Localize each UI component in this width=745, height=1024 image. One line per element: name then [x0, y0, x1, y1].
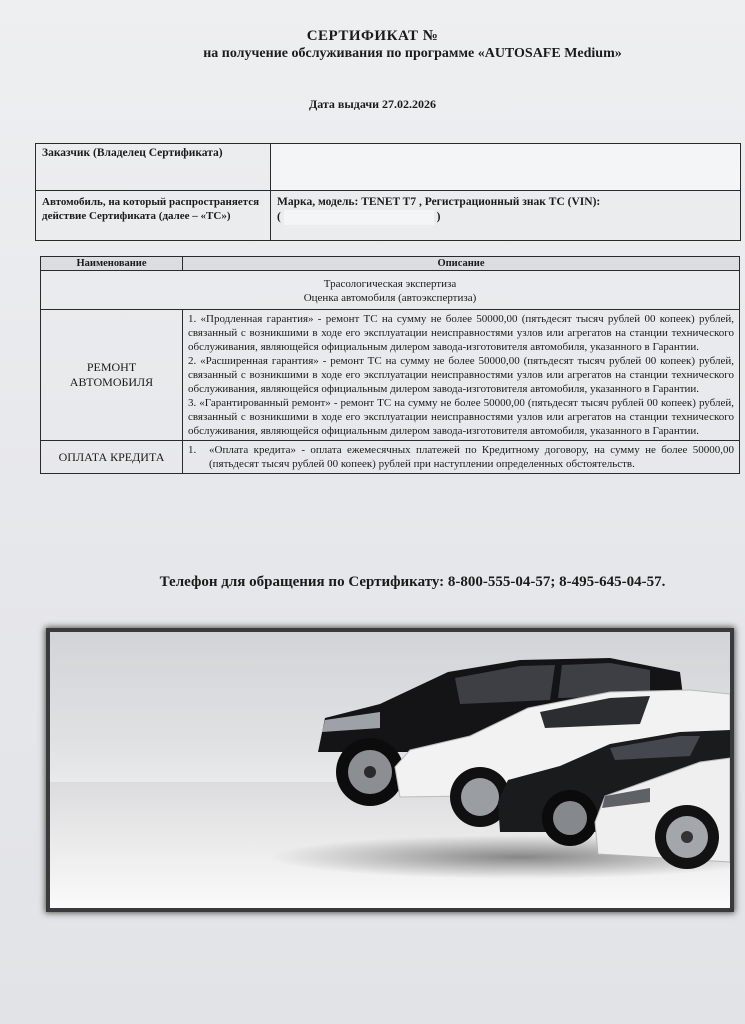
intro-line-2: Оценка автомобиля (автоэкспертиза) — [303, 292, 477, 304]
vehicle-value — [271, 191, 741, 241]
repair-description — [183, 310, 740, 441]
issue-date: Дата выдачи 27.02.2026 — [308, 97, 437, 111]
vehicle-model: Марка, модель: TENET T7 , Регистрационный знак ТС (VIN): — [277, 196, 601, 208]
owner-vehicle-table — [35, 143, 741, 241]
intro-line-1: Трасологическая экспертиза — [323, 278, 457, 290]
services-table — [40, 256, 740, 474]
credit-item-number: 1. — [188, 444, 197, 456]
vin-redacted — [284, 210, 434, 225]
col-name-header: Наименование — [41, 257, 183, 271]
customer-value — [271, 144, 741, 191]
repair-item-1: 1. «Продленная гарантия» - ремонт ТС на сумму не более 50000,00 (пятьдесят тысяч рублей 00 копеек) рублей, связанный с возникшими в ходе его эксплуатации неисправностями узлов или агрегатов на станции технического обслуживания, являющейся официальным дилером завода-изготовителя автомобиля, указанного в Гарантии. — [188, 313, 734, 353]
credit-name: ОПЛАТА КРЕДИТА — [41, 441, 183, 474]
credit-description — [183, 441, 740, 474]
repair-item-2: 2. «Расширенная гарантия» - ремонт ТС на сумму не более 50000,00 (пятьдесят тысяч рублей 00 копеек) рублей, связанный с возникшими в ходе его эксплуатации неисправностями узлов или агрегатов на станции технического обслуживания, являющейся официальным дилером завода-изготовителя автомобиля, указанного в Гарантии. — [188, 355, 734, 395]
vin-close: ) — [436, 211, 441, 223]
vin-open: ( — [277, 211, 281, 223]
vehicle-label: Автомобиль, на который распространяется действие Сертификата (далее – «ТС») — [36, 191, 271, 241]
certificate-subtitle: на получение обслуживания по программе «AUTOSAFE Medium» — [203, 46, 622, 61]
cars-image — [50, 632, 730, 908]
intro-row — [41, 271, 740, 310]
contact-phone: Телефон для обращения по Сертификату: 8-800-555-04-57; 8-495-645-04-57. — [159, 574, 666, 590]
credit-item: «Оплата кредита» - оплата ежемесячных платежей по Кредитному договору, на сумму не более 50000,00 (пятьдесят тысяч рублей 00 копеек) рублей при наступлении определенных обстоятельств. — [209, 444, 734, 470]
col-description-header: Описание — [183, 257, 740, 271]
repair-item-3: 3. «Гарантированный ремонт» - ремонт ТС на сумму не более 50000,00 (пятьдесят тысяч рублей 00 копеек) рублей, связанный с возникшими в ходе его эксплуатации неисправностями узлов или агрегатов на станции технического обслуживания, являющейся официальным дилером завода-изготовителя автомобиля, указанного в Гарантии. — [188, 397, 734, 437]
cars-illustration — [50, 632, 730, 908]
customer-label: Заказчик (Владелец Сертификата) — [36, 144, 271, 191]
repair-name: РЕМОНТ АВТОМОБИЛЯ — [41, 310, 183, 441]
vehicle-vin — [277, 210, 734, 225]
certificate-title: СЕРТИФИКАТ № — [306, 28, 439, 44]
